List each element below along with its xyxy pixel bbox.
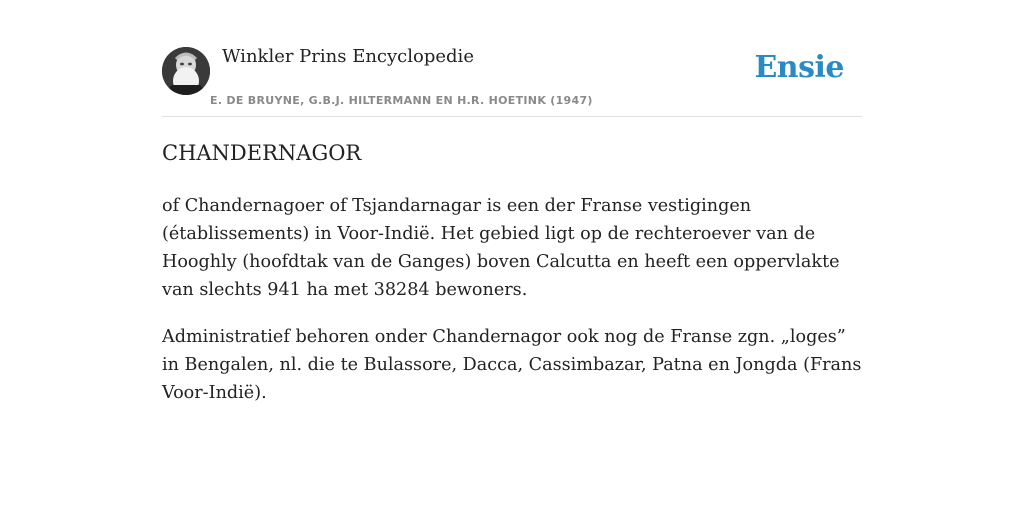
article-paragraph: of Chandernagoer of Tsjandarnagar is een der Franse vestigingen (établissements) in Voor-Indië. Het gebied ligt op de rechteroever van de Hooghly (hoofdtak van de Ganges) boven Calcutta en heeft een oppervlakte van slechts 941 ha met 38284 bewoners. <box>162 196 840 300</box>
authors-byline: E. DE BRUYNE, G.B.J. HILTERMANN EN H.R. HOETINK (1947) <box>210 94 593 107</box>
entry-title: CHANDERNAGOR <box>162 141 362 165</box>
page-header <box>162 0 862 117</box>
article-paragraph: Administratief behoren onder Chandernagor ook nog de Franse zgn. „loges” in Bengalen, nl. die te Bulassore, Dacca, Cassimbazar, Patna en Jongda (Frans Voor-Indië). <box>162 327 862 403</box>
ensie-logo-link[interactable]: Ensie <box>754 50 844 85</box>
site-title[interactable]: Winkler Prins Encyclopedie <box>222 46 474 67</box>
portrait-avatar-icon[interactable] <box>162 47 210 95</box>
page-container <box>162 0 862 403</box>
